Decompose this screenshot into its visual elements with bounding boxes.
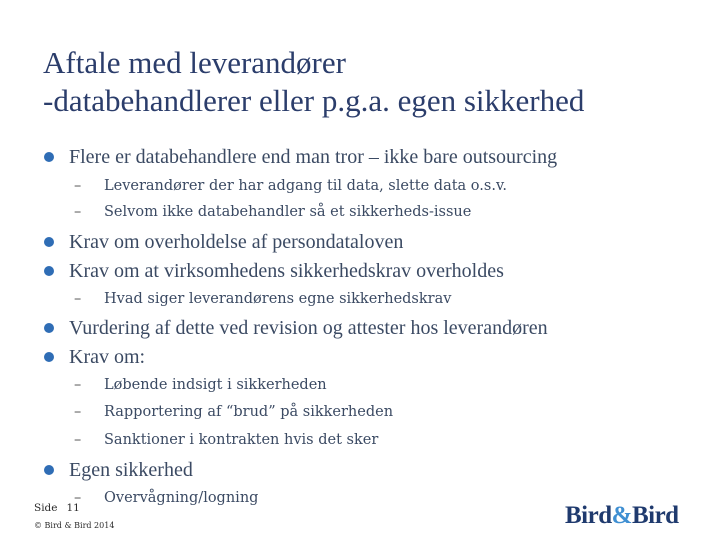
bullet-dot-icon bbox=[44, 323, 54, 333]
sub-bullet-text: Løbende indsigt i sikkerheden bbox=[104, 377, 327, 393]
bird-and-bird-logo bbox=[565, 500, 690, 532]
slide-title bbox=[43, 44, 703, 120]
sub-bullet-text: Sanktioner i kontrakten hvis det sker bbox=[104, 432, 379, 448]
title-line-1: Aftale med leverandører bbox=[43, 45, 346, 80]
dash-icon: – bbox=[74, 432, 82, 448]
bullet-dot-icon bbox=[44, 465, 54, 475]
side-label: Side bbox=[34, 502, 58, 514]
page-number: 11 bbox=[66, 502, 80, 514]
bullet-dot-icon bbox=[44, 152, 54, 162]
bullet-text: Krav om: bbox=[69, 346, 146, 368]
bullet-dot-icon bbox=[44, 237, 54, 247]
bullet-dot-icon bbox=[44, 352, 54, 362]
bullet-dot-icon bbox=[44, 266, 54, 276]
dash-icon: – bbox=[74, 490, 82, 506]
dash-icon: – bbox=[74, 178, 82, 194]
logo-ampersand: & bbox=[611, 502, 632, 529]
footer-copyright: © Bird & Bird 2014 bbox=[34, 521, 115, 530]
sub-bullet-text: Overvågning/logning bbox=[104, 490, 259, 506]
bullet-text: Flere er databehandlere end man tror – ikke bare outsourcing bbox=[69, 146, 558, 168]
logo-word-1: Bird bbox=[565, 502, 612, 529]
title-line-2: -databehandlerer eller p.g.a. egen sikkerhed bbox=[43, 83, 585, 118]
bullet-text: Vurdering af dette ved revision og attester hos leverandøren bbox=[69, 317, 548, 339]
logo-word-2: Bird bbox=[631, 502, 679, 529]
dash-icon: – bbox=[74, 204, 82, 220]
sub-bullet-text: Hvad siger leverandørens egne sikkerhedskrav bbox=[104, 291, 452, 307]
bullet-text: Egen sikkerhed bbox=[69, 459, 193, 481]
sub-bullet-text: Leverandører der har adgang til data, slette data o.s.v. bbox=[104, 178, 508, 194]
dash-icon: – bbox=[74, 404, 82, 420]
sub-bullet-text: Selvom ikke databehandler så et sikkerheds-issue bbox=[104, 204, 472, 220]
bullet-text: Krav om overholdelse af persondataloven bbox=[69, 231, 404, 253]
dash-icon: – bbox=[74, 377, 82, 393]
dash-icon: – bbox=[74, 291, 82, 307]
footer-page bbox=[34, 502, 89, 514]
bullet-text: Krav om at virksomhedens sikkerhedskrav overholdes bbox=[69, 260, 504, 282]
sub-bullet-text: Rapportering af “brud” på sikkerheden bbox=[104, 404, 394, 420]
